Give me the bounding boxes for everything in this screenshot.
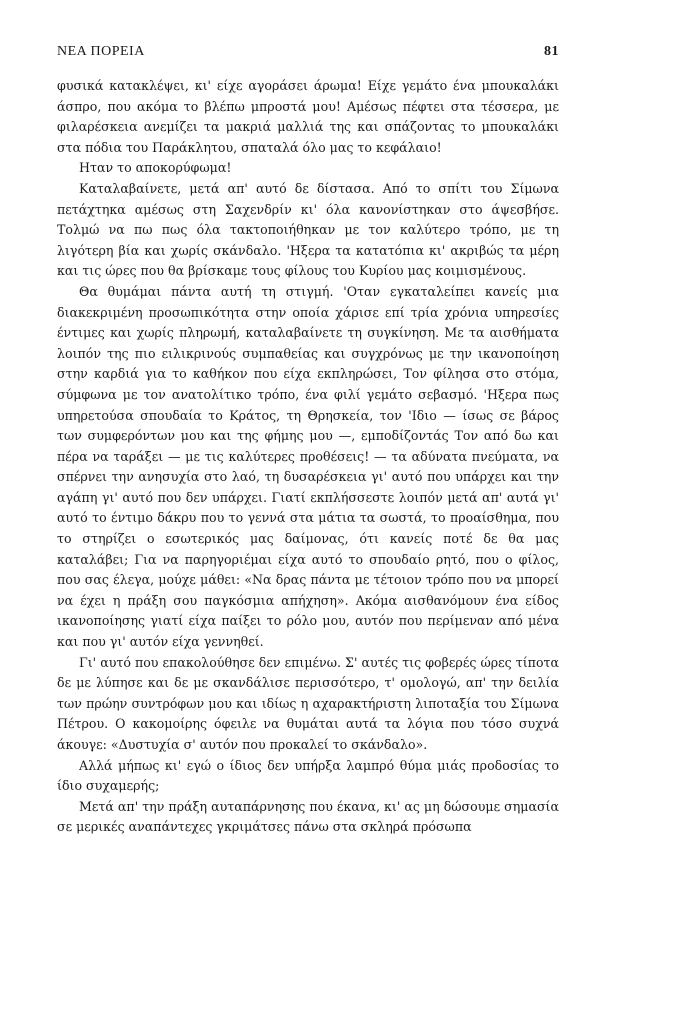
page-number: 81 <box>544 44 559 59</box>
paragraph: φυσικά κατακλέψει, κι' είχε αγοράσει άρωμα! Είχε γεμάτο ένα μπουκαλάκι άσπρο, που ακόμα το βλέπω μπροστά μου! Αμέσως πέφτει στα τέσσερα, με φιλαρέσκεια ανεμίζει τα μακριά μαλλιά της και σπάζοντας το μπουκαλάκι στα πόδια του Παράκλητου, σπαταλά όλο μας το κεφάλαιο! <box>57 78 559 155</box>
paragraph: Καταλαβαίνετε, μετά απ' αυτό δε δίστασα. Από το σπίτι του Σίμωνα πετάχτηκα αμέσως στη Σαχενδρίν κι' όλα κανονίστηκαν στο άψεσβήσε. Τολμώ να πω πως όλα τακτοποιήθηκαν με τον καλύτερο τρόπο, με τη λιγότερη βία και χωρίς σκάνδαλο. 'Ηξερα τα κατατόπια κι' ακριβώς τα μέρη και τις ώρες που θα βρίσκαμε τους φίλους του Κυρίου μας κοιμισμένους. <box>57 180 559 279</box>
body-text <box>57 76 559 838</box>
running-header <box>57 44 559 60</box>
paragraph: Θα θυμάμαι πάντα αυτή τη στιγμή. 'Οταν εγκαταλείπει κανείς μια διακεκριμένη προσωπικότητα στην οποία χάρισε επί τρία χρόνια υπηρεσίες έντιμες και χωρίς πληρωμή, καταλαβαίνετε τη συγκίνηση. Με τα αισθήματα λοιπόν της πιο ειλικρινούς συμπαθείας και συγχρόνως με την ικανοποίηση στην καρδιά για το καθήκον που είχα εκπληρώσει, Τον φίλησα στο στόμα, σύμφωνα με τον ανατολίτικο τρόπο, ένα φιλί γεμάτο σεβασμό. 'Ηξερα πως υπηρετούσα σπουδαία το Κράτος, τη Θρησκεία, τον 'Ιδιο — ίσως σε βάρος των συμφερόντων μου και της φήμης μου —, εμποδίζοντάς Τον από δω και πέρα να ταράξει — με τις καλύτερες προθέσεις! — τα αδύνατα πνεύματα, να σπέρνει την ανησυχία στο λαό, τη δυσαρέσκεια γι' αυτό που υπάρχει και την αγάπη γι' αυτό που δεν υπάρχει. Γιατί εκπλήσσεστε λοιπόν μετά απ' αυτά γι' αυτό το έντιμο δάκρυ που το γεννά στα μάτια τα σωστά, το προαίσθημα, που το στηρίζει ο εσωτερικός μας δαίμονας, ότι κανείς ποτέ δε θα μας καταλάβει; Για να παρηγοριέμαι είχα αυτό το σπουδαίο ρητό, που ο φίλος, που σας έλεγα, μούχε μάθει: «Να δρας πάντα με τέτοιον τρόπο που να μπορεί να έχει η πράξη σου παγκόσμια απήχηση». Ακόμα αισθανόμουν ένα είδος ικανοποίησης γιατί είχα παίξει το ρόλο μου, αυτόν που περίμεναν από μένα και που γι' αυτόν είχα γεννηθεί. <box>57 283 559 650</box>
book-page <box>57 44 559 838</box>
running-title: ΝΕΑ ΠΟΡΕΙΑ <box>57 44 145 59</box>
paragraph: Ηταν το αποκορύφωμα! <box>79 160 232 176</box>
paragraph: Αλλά μήπως κι' εγώ ο ίδιος δεν υπήρξα λαμπρό θύμα μιάς προδοσίας το ίδιο συχαμερής; <box>57 757 559 794</box>
paragraph: Γι' αυτό που επακολούθησε δεν επιμένω. Σ' αυτές τις φοβερές ώρες τίποτα δε με λύπησε και δε με σκανδάλισε περισσότερο, τ' ομολογώ, απ' την δειλία των πρώην συντρόφων μου και ιδίως η αχαρακτήριστη λιποταξία του Σίμωνα Πέτρου. Ο κακομοίρης όφειλε να θυμάται αυτά τα λόγια που τόσο συχνά άκουγε: «Δυστυχία σ' αυτόν που προκαλεί το σκάνδαλο». <box>57 654 559 752</box>
paragraph: Μετά απ' την πράξη αυταπάρνησης που έκανα, κι' ας μη δώσουμε σημασία σε μερικές αναπάντεχες γκριμάτσες πάνω στα σκληρά πρόσωπα <box>57 798 559 835</box>
